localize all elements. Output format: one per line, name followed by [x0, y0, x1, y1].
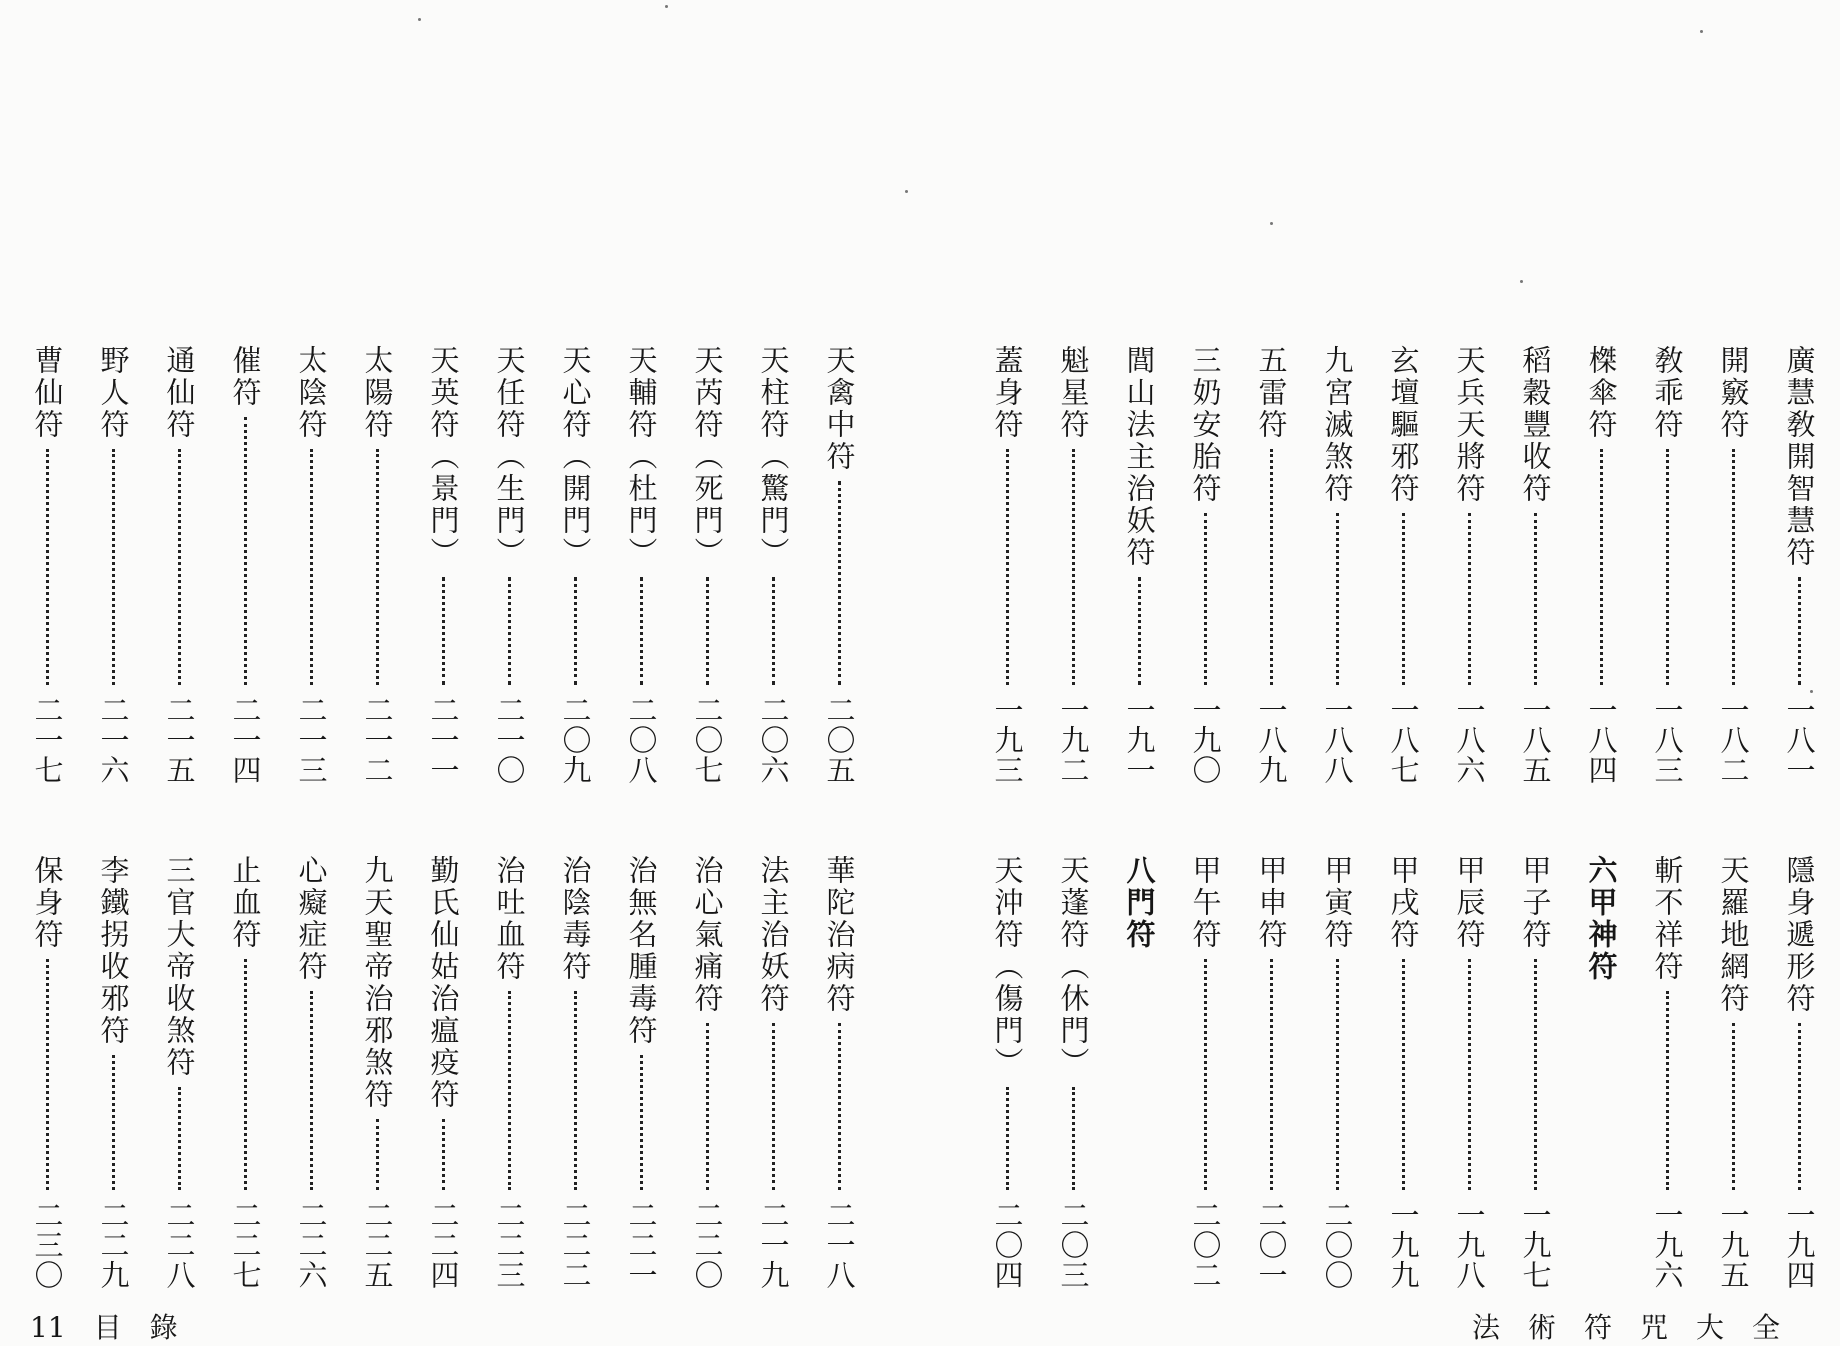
toc-entry-title: 魁星符: [1056, 345, 1091, 441]
toc-entry-title: 曹仙符: [30, 345, 65, 441]
dot-leader: [442, 577, 445, 685]
toc-entry: [1568, 345, 1634, 785]
dot-leader: [1534, 513, 1537, 685]
toc-entry-page-number: 一九八: [1452, 1200, 1487, 1290]
dot-leader: [706, 577, 709, 685]
toc-entry-page-number: 一九五: [1716, 1200, 1751, 1290]
toc-entry-page-number: 二〇八: [624, 695, 659, 785]
toc-entry: [608, 855, 674, 1290]
toc-entry-page-number: 一九二: [1056, 695, 1091, 785]
dot-leader: [838, 1023, 841, 1190]
dot-leader: [640, 577, 643, 685]
toc-entry: [740, 345, 806, 785]
toc-entry-page-number: 二〇五: [822, 695, 857, 785]
toc-entry: [1700, 345, 1766, 785]
toc-entry: [1172, 855, 1238, 1290]
dot-leader: [640, 1055, 643, 1190]
toc-entry-page-number: 二一四: [228, 695, 263, 785]
toc-entry: [1766, 345, 1832, 785]
dot-leader: [310, 991, 313, 1190]
toc-entry-title: 保身符: [30, 855, 65, 951]
toc-entry-page-number: 一八九: [1254, 695, 1289, 785]
toc-entry: [608, 345, 674, 785]
dot-leader: [1534, 959, 1537, 1190]
toc-entry: [1370, 345, 1436, 785]
dot-leader: [376, 1119, 379, 1190]
toc-entry: [1172, 345, 1238, 785]
scan-speck: [1700, 30, 1703, 33]
toc-entry: [1304, 855, 1370, 1290]
toc-entry-page-number: 二一八: [822, 1200, 857, 1290]
toc-entry-title: 治陰毒符: [558, 855, 593, 983]
dot-leader: [46, 449, 49, 685]
toc-entry: [806, 345, 872, 785]
toc-entry-page-number: 一九七: [1518, 1200, 1553, 1290]
toc-entry: [674, 345, 740, 785]
toc-entry-title: 天輔符（杜門）: [624, 345, 659, 569]
toc-entry-page-number: 一八二: [1716, 695, 1751, 785]
scan-speck: [1810, 690, 1813, 693]
toc-entry: [278, 855, 344, 1290]
toc-entry-page-number: 二〇六: [756, 695, 791, 785]
toc-entry-title: 三奶安胎符: [1188, 345, 1223, 505]
dot-leader: [1336, 959, 1339, 1190]
toc-entry: [542, 345, 608, 785]
toc-entry-title: 甲戌符: [1386, 855, 1421, 951]
dot-leader: [1600, 449, 1603, 685]
toc-entry: [410, 855, 476, 1290]
toc-entry-page-number: 一九九: [1386, 1200, 1421, 1290]
toc-entry-title: 勤氏仙姑治瘟疫符: [426, 855, 461, 1111]
toc-entry-page-number: 二一五: [162, 695, 197, 785]
dot-leader: [1270, 959, 1273, 1190]
toc-entry-page-number: 二一九: [756, 1200, 791, 1290]
toc-entry: [1040, 345, 1106, 785]
toc-entry-page-number: 一八七: [1386, 695, 1421, 785]
dot-leader: [1336, 513, 1339, 685]
dot-leader: [376, 449, 379, 685]
toc-entry: [14, 345, 80, 785]
toc-entry-page-number: 二二八: [162, 1200, 197, 1290]
scan-speck: [665, 5, 668, 8]
toc-entry-title: 五雷符: [1254, 345, 1289, 441]
dot-leader: [574, 991, 577, 1190]
toc-entry-page-number: 二一三: [294, 695, 329, 785]
toc-entry-page-number: 二二七: [228, 1200, 263, 1290]
toc-entry: [1436, 855, 1502, 1290]
toc-entry-title: 天蓬符（休門）: [1056, 855, 1091, 1079]
toc-entry-title: 止血符: [228, 855, 263, 951]
dot-leader: [1072, 1087, 1075, 1190]
toc-entry-page-number: 二一二: [360, 695, 395, 785]
toc-entry-page-number: 一八一: [1782, 695, 1817, 785]
toc-entry-title: 玄壇驅邪符: [1386, 345, 1421, 505]
toc-entry-title: 三官大帝收煞符: [162, 855, 197, 1079]
toc-entry-title: 天任符（生門）: [492, 345, 527, 569]
toc-entry: [344, 855, 410, 1290]
toc-entry: [1238, 855, 1304, 1290]
dot-leader: [772, 1023, 775, 1190]
toc-entry: [542, 855, 608, 1290]
scan-speck: [905, 190, 908, 193]
toc-entry-title: 蓋身符: [990, 345, 1025, 441]
toc-column-group-top-right: [974, 345, 1832, 785]
toc-entry-title: 稻穀豐收符: [1518, 345, 1553, 505]
toc-entry-page-number: 一八六: [1452, 695, 1487, 785]
dot-leader: [178, 1087, 181, 1190]
toc-entry-title: 九宮滅煞符: [1320, 345, 1355, 505]
toc-entry-page-number: 二二二: [558, 1200, 593, 1290]
toc-entry: [806, 855, 872, 1290]
toc-entry: [1106, 855, 1172, 1290]
dot-leader: [1468, 513, 1471, 685]
toc-entry-title: 斬不祥符: [1650, 855, 1685, 983]
scan-speck: [1520, 280, 1523, 283]
toc-entry: [1502, 855, 1568, 1290]
toc-entry: [344, 345, 410, 785]
toc-entry-page-number: 二一七: [30, 695, 65, 785]
toc-entry-title: 廣慧敎開智慧符: [1782, 345, 1817, 569]
toc-entry: [14, 855, 80, 1290]
dot-leader: [178, 449, 181, 685]
dot-leader: [244, 959, 247, 1190]
dot-leader: [1006, 449, 1009, 685]
toc-entry-title: 九天聖帝治邪煞符: [360, 855, 395, 1111]
toc-entry: [146, 855, 212, 1290]
toc-entry-page-number: 二〇九: [558, 695, 593, 785]
toc-entry: [410, 345, 476, 785]
toc-entry: [278, 345, 344, 785]
toc-entry-page-number: 二二五: [360, 1200, 395, 1290]
toc-entry-title: 華陀治病符: [822, 855, 857, 1015]
toc-entry-page-number: 二一〇: [492, 695, 527, 785]
footer-right: 法 術 符 咒 大 全: [1471, 1311, 1780, 1344]
toc-entry-title: 天兵天將符: [1452, 345, 1487, 505]
toc-entry-page-number: 二一六: [96, 695, 131, 785]
toc-entry: [212, 855, 278, 1290]
dot-leader: [310, 449, 313, 685]
dot-leader: [1138, 577, 1141, 685]
toc-entry: [80, 855, 146, 1290]
toc-entry-page-number: 二二〇: [690, 1200, 725, 1290]
footer-left: 11 目 錄: [30, 1311, 178, 1344]
toc-entry-page-number: 二三〇: [30, 1200, 65, 1290]
toc-entry: [974, 855, 1040, 1290]
toc-entry-title: 治心氣痛符: [690, 855, 725, 1015]
toc-entry: [1238, 345, 1304, 785]
toc-column-group-top-left: [14, 345, 872, 785]
toc-entry-page-number: 一九四: [1782, 1200, 1817, 1290]
toc-entry-title: 李鐵拐收邪符: [96, 855, 131, 1047]
toc-entry-title: 甲子符: [1518, 855, 1553, 951]
toc-entry: [1040, 855, 1106, 1290]
toc-column-group-bottom-right: [974, 855, 1832, 1290]
toc-entry: [80, 345, 146, 785]
toc-entry-title: 太陽符: [360, 345, 395, 441]
toc-entry-page-number: 二二三: [492, 1200, 527, 1290]
toc-entry: [1370, 855, 1436, 1290]
toc-entry-page-number: 二二四: [426, 1200, 461, 1290]
toc-entry-title: 隱身遞形符: [1782, 855, 1817, 1015]
dot-leader: [1468, 959, 1471, 1190]
toc-entry: [1700, 855, 1766, 1290]
toc-entry-title: 甲寅符: [1320, 855, 1355, 951]
dot-leader: [1732, 1023, 1735, 1190]
toc-entry-title: 天芮符（死門）: [690, 345, 725, 569]
toc-entry-page-number: 二〇四: [990, 1200, 1025, 1290]
dot-leader: [1072, 449, 1075, 685]
dot-leader: [1402, 513, 1405, 685]
toc-entry: [212, 345, 278, 785]
toc-entry-title: 閭山法主治妖符: [1122, 345, 1157, 569]
dot-leader: [1732, 449, 1735, 685]
toc-entry: [1106, 345, 1172, 785]
toc-entry-title: 太陰符: [294, 345, 329, 441]
dot-leader: [1402, 959, 1405, 1190]
toc-entry: [1436, 345, 1502, 785]
toc-entry: [146, 345, 212, 785]
toc-entry: [1304, 345, 1370, 785]
dot-leader: [508, 991, 511, 1190]
toc-entry-title: 野人符: [96, 345, 131, 441]
toc-entry-title: 天英符（景門）: [426, 345, 461, 569]
toc-entry-title: 甲辰符: [1452, 855, 1487, 951]
toc-entry: [1634, 855, 1700, 1290]
toc-entry-title: 治吐血符: [492, 855, 527, 983]
toc-entry-title: 開竅符: [1716, 345, 1751, 441]
toc-entry-page-number: 二〇二: [1188, 1200, 1223, 1290]
toc-entry-title: 天禽中符: [822, 345, 857, 473]
toc-entry: [740, 855, 806, 1290]
dot-leader: [442, 1119, 445, 1190]
toc-entry-page-number: 二〇〇: [1320, 1200, 1355, 1290]
toc-entry-title: 甲申符: [1254, 855, 1289, 951]
toc-entry-title: 八門符: [1122, 855, 1157, 951]
toc-entry-page-number: 二二一: [624, 1200, 659, 1290]
dot-leader: [1204, 959, 1207, 1190]
toc-entry-page-number: 二〇一: [1254, 1200, 1289, 1290]
dot-leader: [838, 481, 841, 685]
toc-entry-page-number: 一八四: [1584, 695, 1619, 785]
toc-entry-page-number: 二〇三: [1056, 1200, 1091, 1290]
scan-speck: [418, 18, 421, 21]
toc-entry: [476, 855, 542, 1290]
toc-entry-title: 天沖符（傷門）: [990, 855, 1025, 1079]
toc-entry: [1568, 855, 1634, 1290]
toc-entry-title: 甲午符: [1188, 855, 1223, 951]
dot-leader: [1204, 513, 1207, 685]
toc-entry-title: 敎乖符: [1650, 345, 1685, 441]
toc-entry: [1766, 855, 1832, 1290]
toc-entry: [974, 345, 1040, 785]
dot-leader: [706, 1023, 709, 1190]
toc-entry-title: 治無名腫毒符: [624, 855, 659, 1047]
toc-entry-page-number: 一九三: [990, 695, 1025, 785]
toc-entry: [1634, 345, 1700, 785]
dot-leader: [1666, 449, 1669, 685]
dot-leader: [1798, 577, 1801, 685]
dot-leader: [1666, 991, 1669, 1190]
toc-entry: [674, 855, 740, 1290]
dot-leader: [574, 577, 577, 685]
toc-entry-page-number: 一九〇: [1188, 695, 1223, 785]
toc-entry-title: 心癡症符: [294, 855, 329, 983]
toc-entry-title: 通仙符: [162, 345, 197, 441]
toc-entry-title: 榤傘符: [1584, 345, 1619, 441]
scan-speck: [1270, 222, 1273, 225]
toc-column-group-bottom-left: [14, 855, 872, 1290]
toc-entry-page-number: 一九六: [1650, 1200, 1685, 1290]
dot-leader: [112, 449, 115, 685]
dot-leader: [112, 1055, 115, 1190]
toc-entry-page-number: 二二六: [294, 1200, 329, 1290]
dot-leader: [1270, 449, 1273, 685]
toc-entry-page-number: 一八八: [1320, 695, 1355, 785]
toc-entry-page-number: 一八五: [1518, 695, 1553, 785]
toc-entry-title: 天心符（開門）: [558, 345, 593, 569]
toc-entry-title: 催符: [228, 345, 263, 409]
dot-leader: [1798, 1023, 1801, 1190]
toc-entry-title: 法主治妖符: [756, 855, 791, 1015]
toc-entry-page-number: 二一一: [426, 695, 461, 785]
toc-entry: [476, 345, 542, 785]
toc-entry: [1502, 345, 1568, 785]
toc-entry-title: 天羅地網符: [1716, 855, 1751, 1015]
toc-entry-page-number: 二二九: [96, 1200, 131, 1290]
dot-leader: [1006, 1087, 1009, 1190]
toc-entry-title: 六甲神符: [1584, 855, 1619, 983]
dot-leader: [46, 959, 49, 1190]
toc-entry-title: 天柱符（驚門）: [756, 345, 791, 569]
dot-leader: [244, 417, 247, 685]
toc-entry-page-number: 一九一: [1122, 695, 1157, 785]
dot-leader: [508, 577, 511, 685]
toc-entry-page-number: 二〇七: [690, 695, 725, 785]
dot-leader: [772, 577, 775, 685]
toc-entry-page-number: 一八三: [1650, 695, 1685, 785]
